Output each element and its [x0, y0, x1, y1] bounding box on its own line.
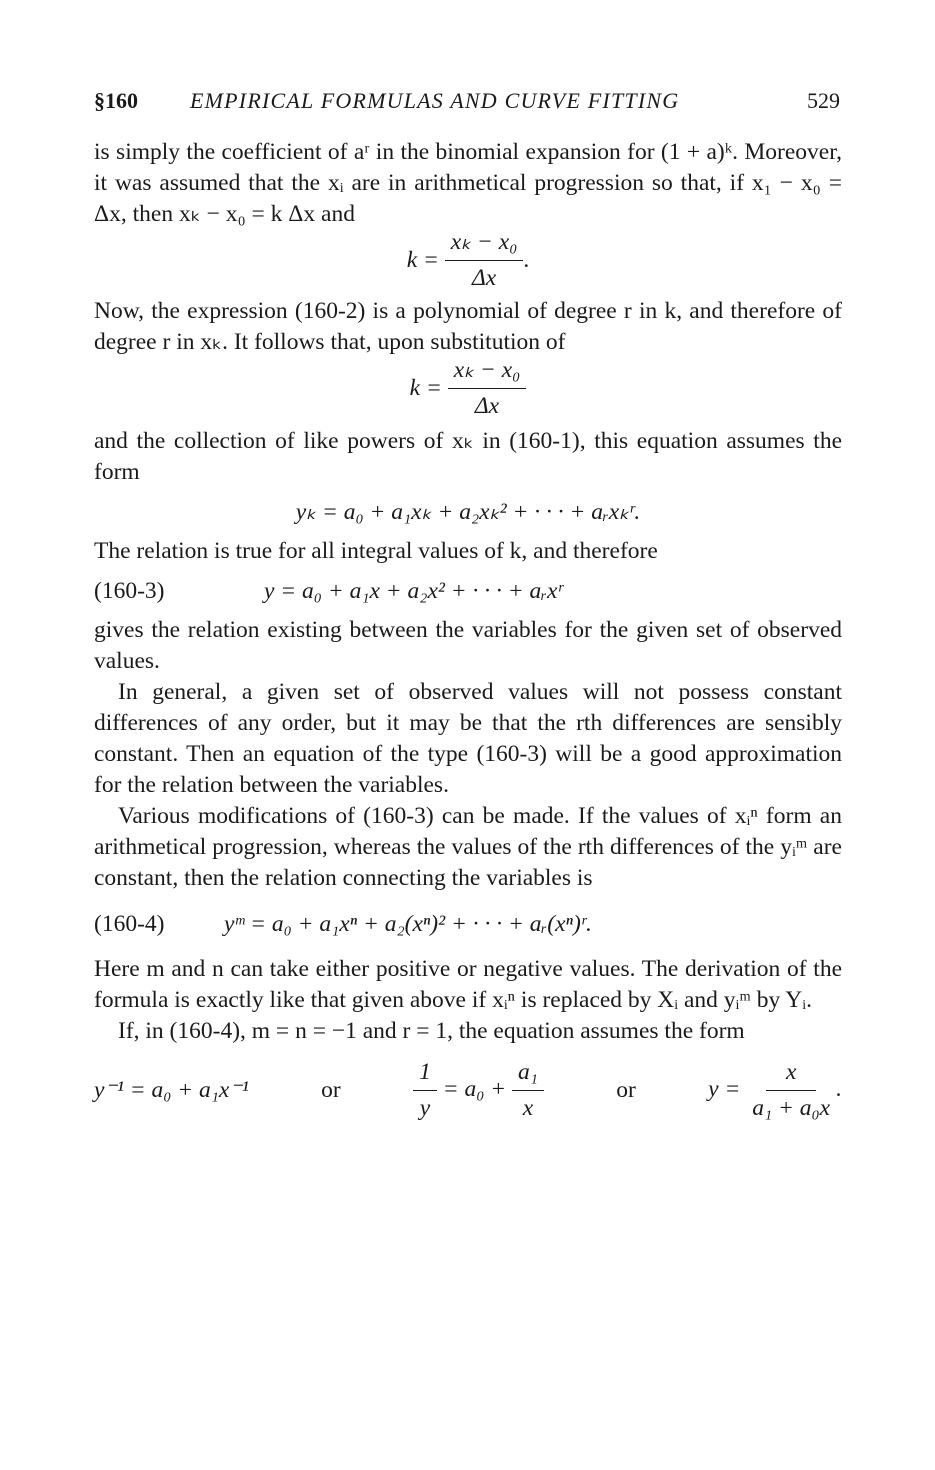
- eq2-numerator: xₖ − x₀: [448, 355, 527, 389]
- eq6b-numerator: 1: [413, 1057, 437, 1091]
- eq6c-formula: [708, 1057, 842, 1124]
- paragraph-6: In general, a given set of observed values will not possess constant differences of any order, but it may be that the rth differences are sensibly constant. Then an equation of the type (160-3) will be a good approximation for the relation between the variables.: [94, 679, 842, 798]
- paragraph-4: The relation is true for all integral values of k, and therefore: [94, 538, 658, 564]
- page-number: 529: [807, 88, 840, 113]
- eq6b-fraction-2: [512, 1057, 544, 1124]
- eq2-lhs: k =: [409, 374, 442, 401]
- paragraph-9: If, in (160-4), m = n = −1 and r = 1, the equation assumes the form: [118, 1018, 745, 1044]
- eq6b-denominator-2: x: [522, 1094, 534, 1121]
- eq6b-formula: [413, 1057, 544, 1124]
- paragraph-2: Now, the expression (160-2) is a polynomial of degree r in k, and therefore of degree r in xₖ. It follows that, upon substitution of: [94, 298, 842, 355]
- eq1-numerator: xₖ − x₀: [445, 227, 524, 261]
- eq6c-period: .: [836, 1075, 842, 1102]
- paragraph-1: is simply the coefficient of aʳ in the binomial expansion for (1 + a)ᵏ. Moreover, it was assumed that the xᵢ are in arithmetical progression so that, if x₁ − x₀ = Δx, then xₖ − x₀ = k Δx and: [94, 139, 842, 227]
- page-header: [94, 88, 840, 122]
- eq6c-denominator: a₁ + a₀x: [752, 1094, 831, 1121]
- equation-k-definition: [94, 230, 842, 290]
- eq5-formula: yᵐ = a₀ + a₁xⁿ + a₂(xⁿ)² + · · · + aᵣ(xⁿ)ʳ.: [224, 910, 592, 937]
- equation-k-substitution: [94, 358, 842, 418]
- paragraph-3: and the collection of like powers of xₖ in (160-1), this equation assumes the form: [94, 428, 842, 485]
- section-number: §160: [94, 88, 138, 113]
- equation-yk-polynomial: [94, 488, 842, 536]
- paragraph-7: Various modifications of (160-3) can be made. If the values of xᵢⁿ form an arithmetical progression, whereas the values of the rth differences of the yᵢᵐ are constant, then the relation connecting the variables is: [94, 803, 842, 891]
- paragraph-5: gives the relation existing between the variables for the given set of observed values.: [94, 617, 842, 674]
- eq6b-denominator: y: [419, 1094, 431, 1121]
- eq6b-middle: = a₀ +: [442, 1075, 507, 1102]
- eq2-fraction: [448, 355, 527, 422]
- equation-160-3: [94, 567, 842, 615]
- or-word-1: or: [321, 1076, 341, 1103]
- eq6c-fraction: [746, 1057, 836, 1124]
- running-title: EMPIRICAL FORMULAS AND CURVE FITTING: [190, 88, 680, 113]
- eq6a-formula: y⁻¹ = a₀ + a₁x⁻¹: [94, 1076, 249, 1103]
- eq6c-numerator: x: [766, 1057, 816, 1091]
- or-word-2: or: [616, 1076, 636, 1103]
- eq6b-numerator-2: a₁: [512, 1057, 544, 1091]
- eq2-denominator: Δx: [474, 392, 500, 419]
- eq3-formula: yₖ = a₀ + a₁xₖ + a₂xₖ² + · · · + aᵣxₖʳ.: [295, 498, 641, 525]
- eq1-fraction: [445, 227, 524, 294]
- eq6c-lhs: y =: [708, 1075, 741, 1102]
- eq1-lhs: k =: [406, 246, 439, 273]
- paragraph-8: Here m and n can take either positive or negative values. The derivation of the formula is exactly like that given above if xᵢⁿ is replaced by Xᵢ and yᵢᵐ by Yᵢ.: [94, 956, 842, 1013]
- equation-160-4: [94, 894, 842, 954]
- eq4-formula: y = a₀ + a₁x + a₂x² + · · · + aᵣxʳ: [264, 577, 563, 604]
- eq6b-fraction-1: [413, 1057, 437, 1124]
- equation-reciprocal-forms: [94, 1057, 842, 1123]
- page-body: [94, 137, 842, 1123]
- eq1-period: .: [523, 246, 530, 273]
- eq1-denominator: Δx: [471, 264, 497, 291]
- eq4-tag: (160-3): [94, 577, 165, 604]
- eq5-tag: (160-4): [94, 910, 165, 937]
